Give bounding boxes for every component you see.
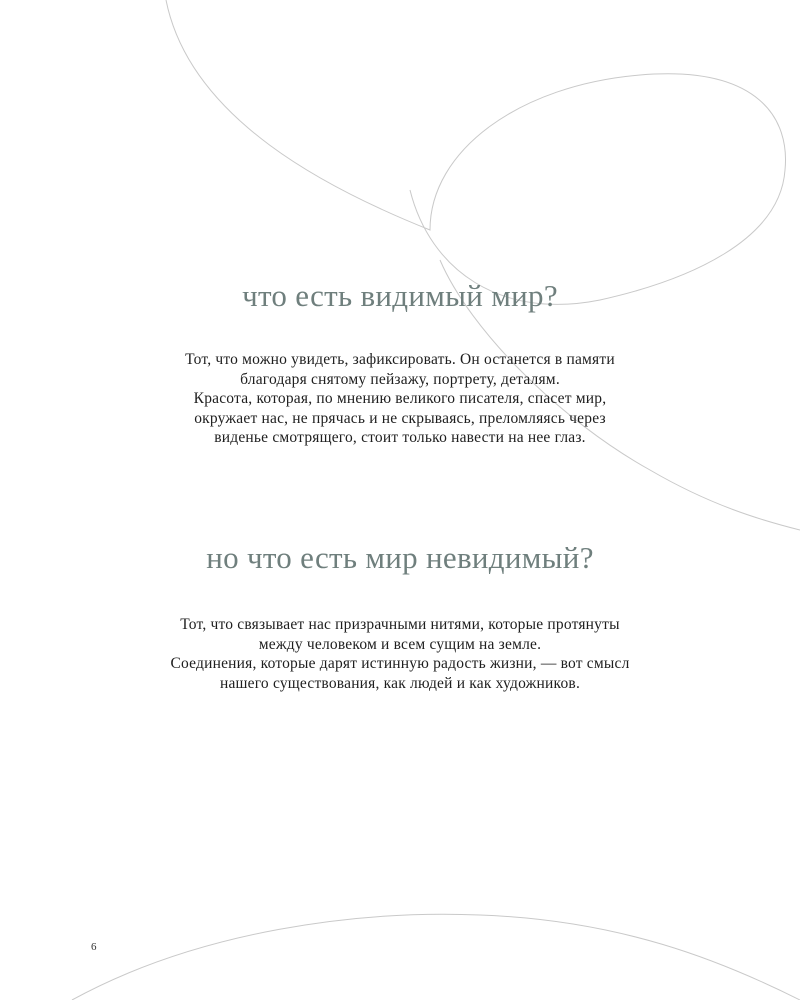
paragraph-line: между человеком и всем сущим на земле. xyxy=(258,635,542,653)
paragraph-line: виденье смотрящего, стоит только навести на нее глаз. xyxy=(214,429,586,446)
section-heading-visible-world: что есть видимый мир? xyxy=(242,278,558,313)
paragraph-line: окружает нас, не прячась и не скрываясь, преломляясь через xyxy=(194,409,606,427)
paragraph-line: нашего существования, как людей и как художников. xyxy=(219,674,581,692)
section-heading-invisible-world: но что есть мир невидимый? xyxy=(206,540,594,575)
paragraph-line: Красота, которая, по мнению великого писателя, спасет мир, xyxy=(193,390,607,407)
paragraph-line: Соединения, которые дарят истинную радость жизни, — вот смысл xyxy=(170,655,630,672)
page-number: 6 xyxy=(91,941,97,953)
decorative-swirl-curve xyxy=(166,0,786,304)
paragraph-invisible-world xyxy=(0,615,800,693)
paragraph-line: Тот, что можно увидеть, зафиксировать. Он останется в памяти xyxy=(185,351,615,368)
paragraph-visible-world xyxy=(0,350,800,448)
paragraph-line: благодаря снятому пейзажу, портрету, деталям. xyxy=(240,370,560,388)
decorative-bottom-arc xyxy=(72,914,800,1000)
paragraph-line: Тот, что связывает нас призрачными нитями, которые протянуты xyxy=(180,616,620,633)
